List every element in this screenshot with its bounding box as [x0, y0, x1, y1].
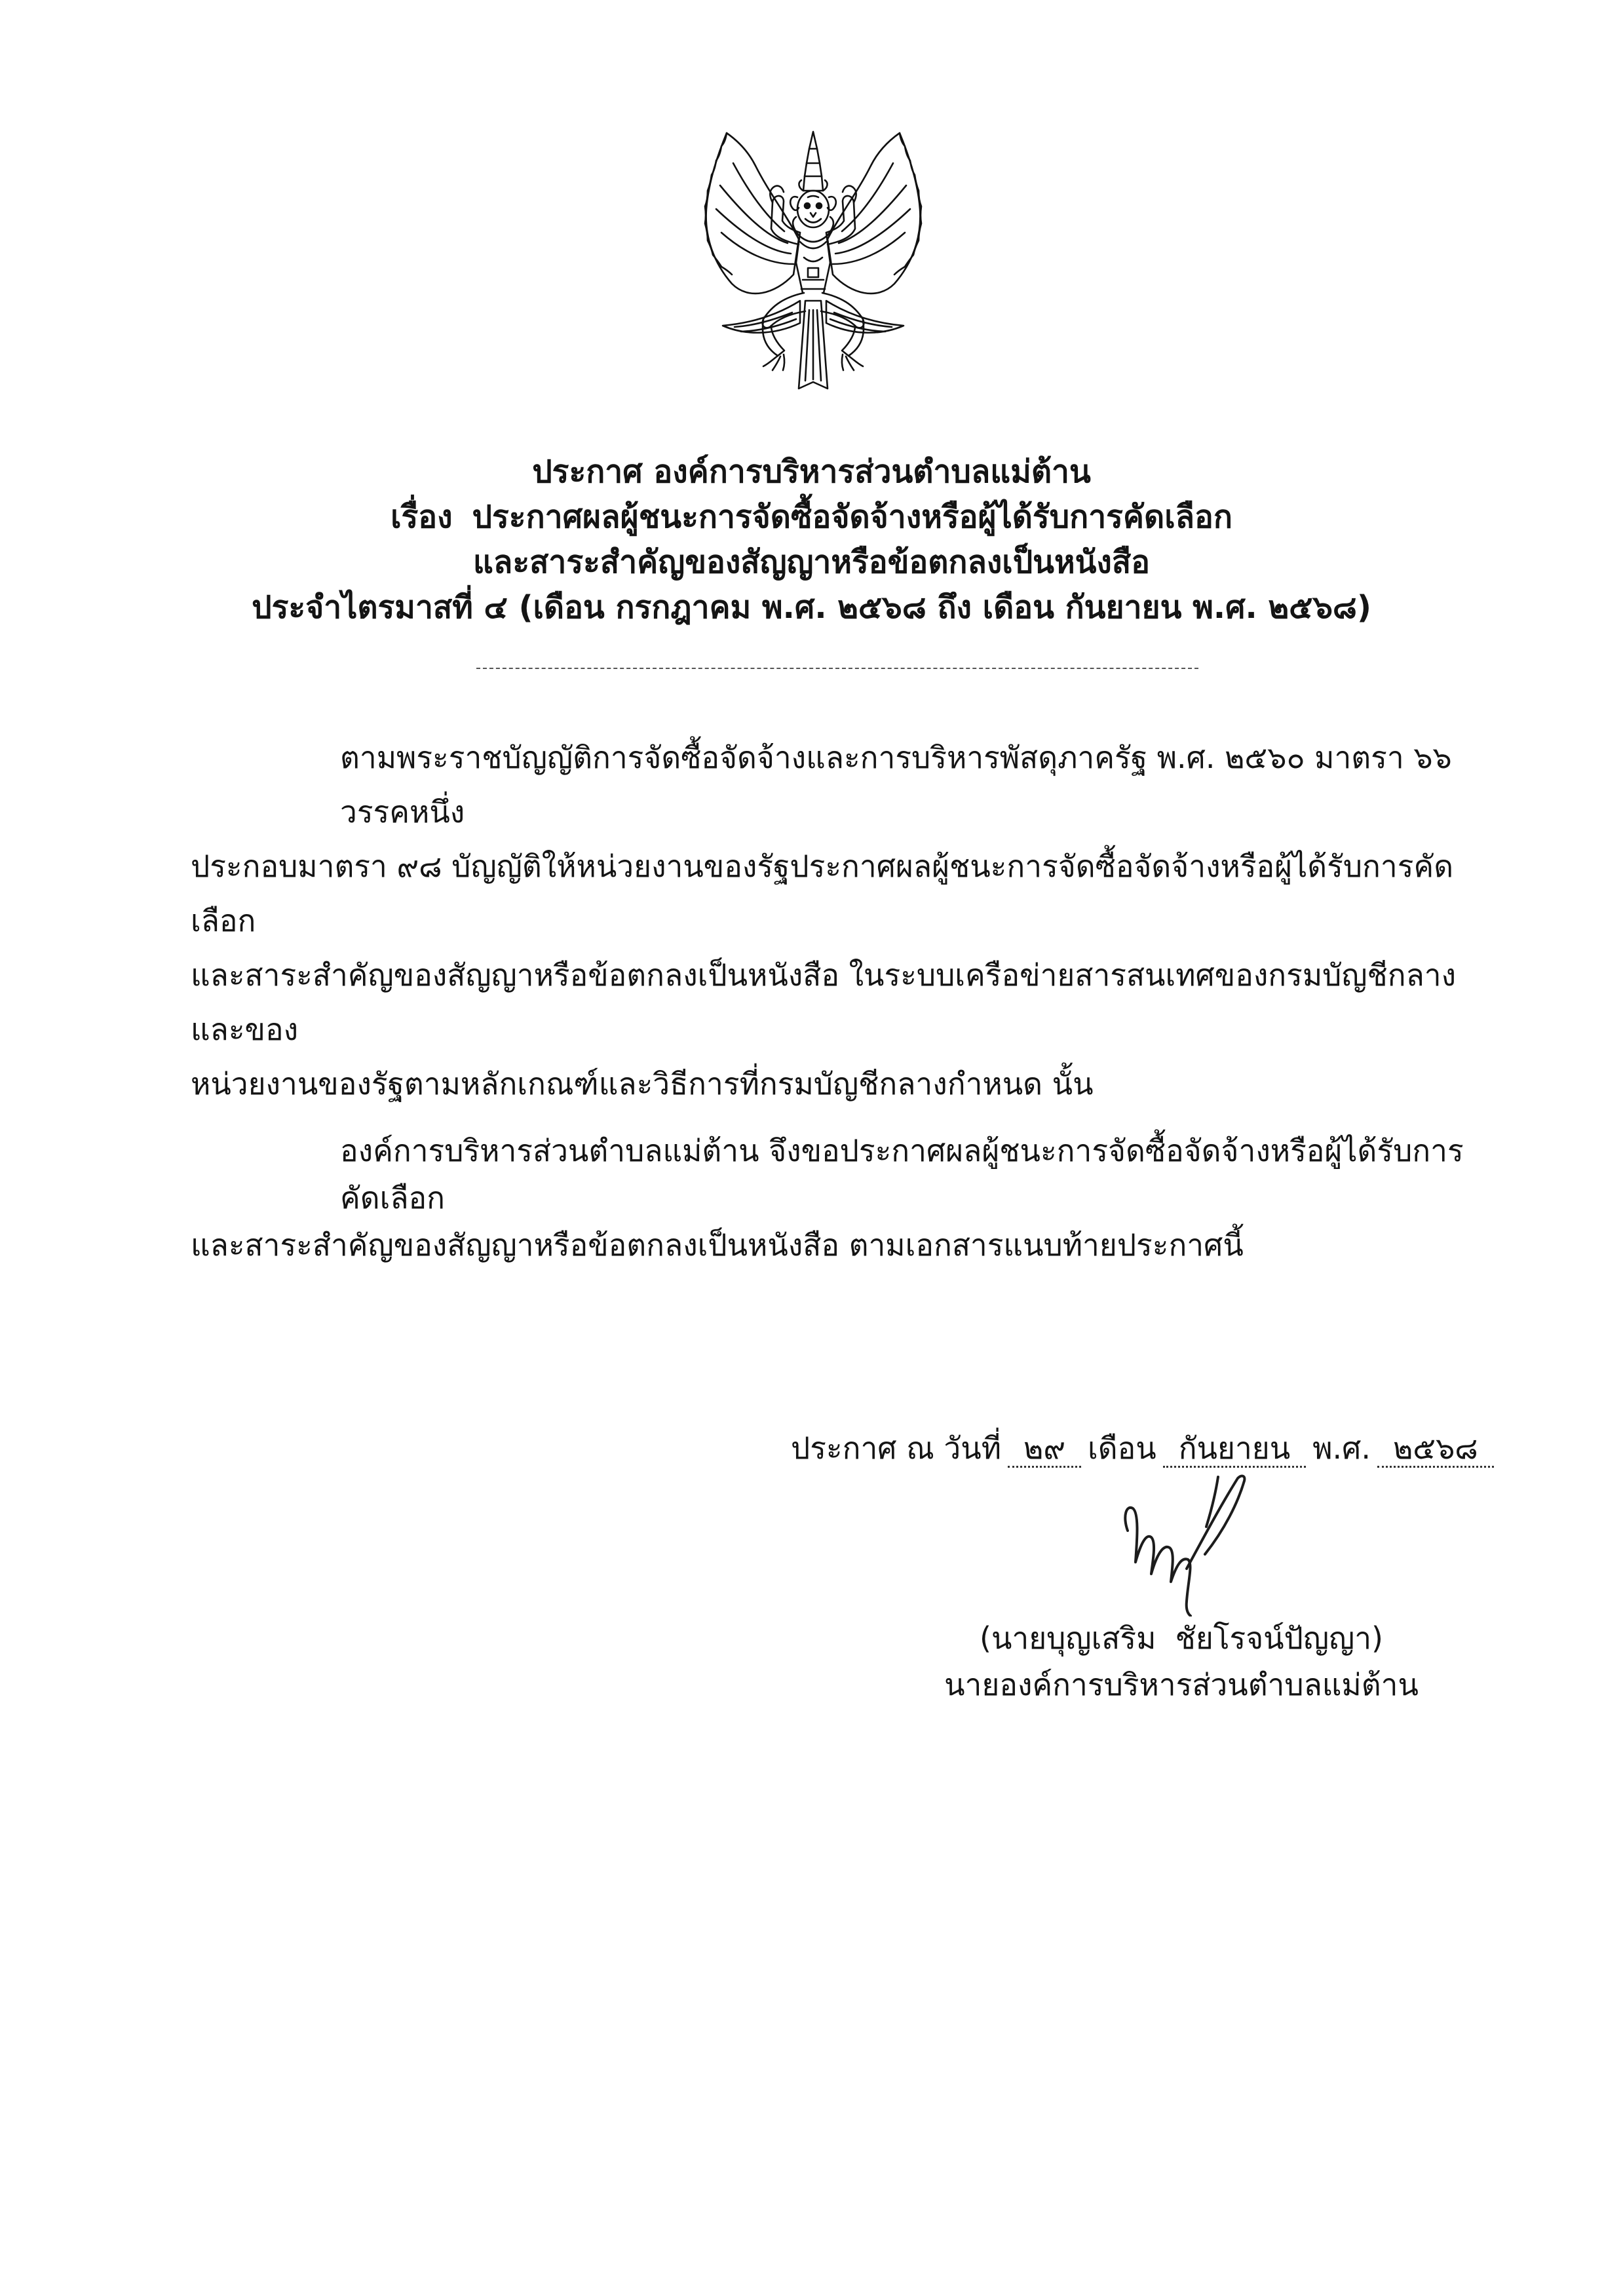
subject-line [197, 495, 1426, 540]
garuda-crown [799, 132, 827, 191]
garuda-tail [799, 301, 828, 389]
paragraph-line: หน่วยงานของรัฐตามหลักเกณฑ์และวิธีการที่กรมบัญชีกลางกำหนด นั้น [191, 1066, 1094, 1101]
signer-position: นายองค์การบริหารส่วนตำบลแม่ต้าน [944, 1667, 1419, 1702]
date-year-field: ๒๕๖๘ [1377, 1430, 1494, 1468]
signature-area [0, 1472, 1623, 1615]
date-month-label: เดือน [1088, 1430, 1156, 1466]
announcement-header [0, 450, 1623, 630]
title-line: ประกาศ องค์การบริหารส่วนตำบลแม่ต้าน [532, 453, 1091, 490]
garuda-head [797, 191, 829, 227]
garuda-right-half [821, 133, 921, 370]
subject-label: เรื่อง [391, 499, 453, 535]
paragraph-line: ประกอบมาตรา ๙๘ บัญญัติให้หน่วยงานของรัฐประกาศผลผู้ชนะการจัดซื้อจัดจ้างหรือผู้ได้รับการคัดเลือก [191, 849, 1454, 938]
garuda-body [799, 235, 828, 289]
date-line [791, 1425, 1512, 1472]
date-month-field: กันยายน [1163, 1430, 1306, 1468]
document-content [0, 450, 1623, 1708]
subject-text: ประกาศผลผู้ชนะการจัดซื้อจัดจ้างหรือผู้ได้รับการคัดเลือก [472, 499, 1232, 535]
period-line: ประจำไตรมาสที่ ๔ (เดือน กรกฎาคม พ.ศ. ๒๕๖๘ ถึง เดือน กันยายน พ.ศ. ๒๕๖๘) [252, 589, 1371, 626]
date-prefix: ประกาศ ณ วันที่ [791, 1430, 1002, 1466]
paragraph-line: และสาระสำคัญของสัญญาหรือข้อตกลงเป็นหนังสือ ในระบบเครือข่ายสารสนเทศของกรมบัญชีกลางและของ [191, 957, 1457, 1047]
garuda-left-half [705, 133, 805, 370]
separator-line [476, 668, 1198, 669]
garuda-emblem [700, 129, 926, 392]
date-day-field: ๒๙ [1008, 1430, 1081, 1468]
body-paragraph-2 [191, 1127, 1487, 1269]
body-paragraph-1 [191, 731, 1487, 1111]
date-year-label: พ.ศ. [1312, 1430, 1371, 1466]
subject-continuation: และสาระสำคัญของสัญญาหรือข้อตกลงเป็นหนังสือ [472, 544, 1150, 581]
paragraph-line: องค์การบริหารส่วนตำบลแม่ต้าน จึงขอประกาศผลผู้ชนะการจัดซื้อจัดจ้างหรือผู้ได้รับการคัดเลือก [340, 1133, 1464, 1215]
paragraph-line: ตามพระราชบัญญัติการจัดซื้อจัดจ้างและการบริหารพัสดุภาครัฐ พ.ศ. ๒๕๖๐ มาตรา ๖๖ วรรคหนึ่ง [340, 740, 1452, 830]
signer-name: (นายบุญเสริม ชัยโรจน์ปัญญา) [980, 1620, 1383, 1656]
paragraph-line: และสาระสำคัญของสัญญาหรือข้อตกลงเป็นหนังสือ ตามเอกสารแนบท้ายประกาศนี้ [191, 1227, 1244, 1263]
handwritten-signature [1113, 1470, 1252, 1617]
announcement-body [191, 731, 1487, 1269]
